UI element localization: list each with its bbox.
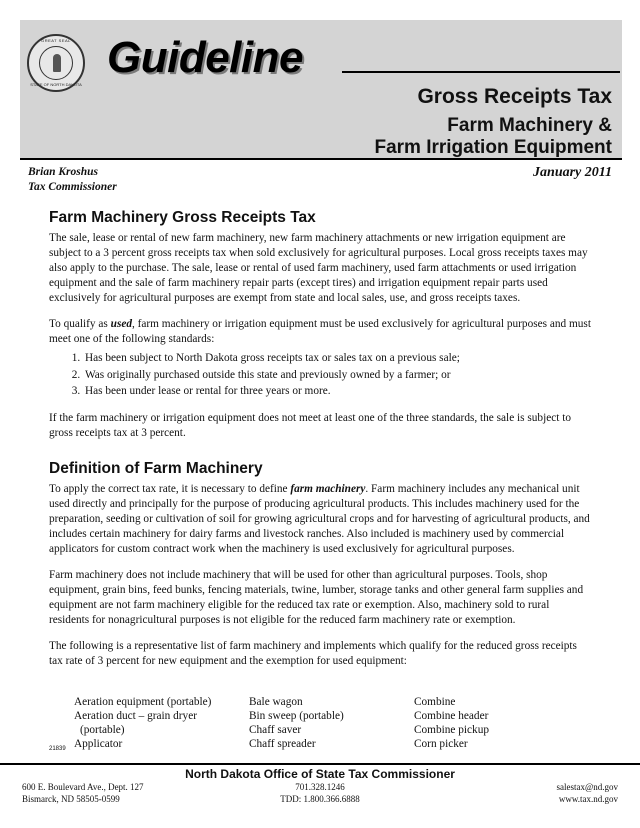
footer-phone <box>0 781 640 805</box>
commissioner-name: Brian Kroshus <box>28 166 98 178</box>
text-run: To apply the correct tax rate, it is necessary to define <box>49 482 291 495</box>
phone-number: 701.328.1246 <box>295 782 345 792</box>
text-run: . Farm machinery includes any mechanical unit used directly and principally for the purpose of producing agricultural products. This includes machinery used for the preparation, seeding or cultivation of soil for growing agricultural crops and for harvesting of agricultural products, and includes certain machinery for dairy farms and livestock ranches. Also included is machinery used by commercial applicators for custom contract work when the machinery is used exclusively for agricultural purposes. <box>49 482 590 555</box>
paragraph: If the farm machinery or irrigation equipment does not meet at least one of the three standards, the sale is subject to gross receipts tax at 3 percent. <box>49 411 571 439</box>
seal-inner-ring <box>39 46 73 80</box>
standards-list <box>49 350 591 400</box>
section-heading-definition: Definition of Farm Machinery <box>49 459 263 477</box>
seal-tree-icon <box>53 54 61 72</box>
list-item: Chaff spreader <box>249 737 316 750</box>
list-item: Combine <box>414 695 456 708</box>
list-item: Aeration equipment (portable) <box>74 695 212 708</box>
state-seal-logo <box>27 34 85 92</box>
emphasis-farm-machinery: farm machinery <box>290 482 366 495</box>
list-item: Applicator <box>74 737 123 750</box>
document-body <box>49 208 591 751</box>
section-heading-gross-receipts: Farm Machinery Gross Receipts Tax <box>49 209 316 226</box>
list-item: Corn picker <box>414 737 468 750</box>
seal-top-text: GREAT SEAL <box>41 38 71 43</box>
paragraph: The following is a representative list of farm machinery and implements which qualify for the reduced gross receipts tax rate of 3 percent for new equipment and the exemption for used equipment: <box>49 639 577 667</box>
guideline-title: Guideline <box>107 33 303 82</box>
list-item: 3. Has been under lease or rental for three years or more. <box>83 383 591 400</box>
emphasis-used: used <box>110 318 132 330</box>
tdd-number: TDD: 1.800.366.6888 <box>280 794 360 804</box>
list-item: 1. Has been subject to North Dakota gross receipts tax or sales tax on a previous sale; <box>83 350 591 367</box>
tax-name-heading: Gross Receipts Tax <box>417 85 612 108</box>
subject-heading-line1: Farm Machinery & <box>447 115 612 136</box>
list-item: Bale wagon <box>249 695 303 708</box>
text-run: , farm machinery or irrigation equipment must be used exclusively for agricultural purposes and must meet one of the following standards: <box>49 318 591 345</box>
list-item: Combine header <box>414 709 489 722</box>
paragraph: The sale, lease or rental of new farm machinery, new farm machinery attachments or new irrigation equipment are subject to a 3 percent gross receipts tax when sold exclusively for agricultural purposes. Local gross receipts taxes may also apply to the purchase. The sale, lease or rental of used farm machinery, used farm attachments or used irrigation equipment and the sale of farm machinery repair parts (except tires) and irrigation equipment repair parts used exclusively for agricultural purposes are exempt from state and local sales, use, and gross receipts taxes. <box>49 232 588 304</box>
email-link[interactable]: salestax@nd.gov <box>556 782 618 792</box>
header-divider <box>20 158 622 160</box>
address-line1: 600 E. Boulevard Ave., Dept. 127 <box>22 782 144 792</box>
list-item: Bin sweep (portable) <box>249 709 344 722</box>
list-item: Combine pickup <box>414 723 489 736</box>
commissioner-title: Tax Commissioner <box>28 181 117 193</box>
text-run: To qualify as <box>49 318 111 330</box>
machinery-list <box>74 695 591 751</box>
commissioner-byline <box>28 165 117 195</box>
paragraph-used-definition <box>49 317 591 347</box>
publication-date: January 2011 <box>533 165 612 180</box>
address-line2: Bismarck, ND 58505-0599 <box>22 794 120 804</box>
document-number: 21839 <box>49 746 66 752</box>
seal-bottom-text: STATE OF NORTH DAKOTA <box>30 82 82 87</box>
paragraph: Farm machinery does not include machinery that will be used for other than agricultural purposes. Tools, shop equipment, grain bins, feed bunks, fencing materials, twine, lumber, storage tanks and other general farm supplies and equipment are not farm machinery eligible for the reduced tax rate or exemption. Also, machinery sold to rural residents for nonagricultural purposes is not eligible for the reduced farm machinery rate or exemption. <box>49 568 584 626</box>
list-item: Aeration duct – grain dryer <box>74 709 197 722</box>
footer-organization: North Dakota Office of State Tax Commissioner <box>185 767 455 781</box>
list-item: 2. Was originally purchased outside this state and previously owned by a farmer; or <box>83 367 591 384</box>
paragraph-farm-machinery-definition <box>49 482 591 557</box>
footer-divider <box>0 763 640 765</box>
footer-contact <box>556 781 618 805</box>
website-link[interactable]: www.tax.nd.gov <box>558 794 618 804</box>
subject-heading-line2: Farm Irrigation Equipment <box>374 137 612 158</box>
list-item: Chaff saver <box>249 723 302 736</box>
title-rule <box>342 71 620 73</box>
list-item: (portable) <box>80 723 125 736</box>
